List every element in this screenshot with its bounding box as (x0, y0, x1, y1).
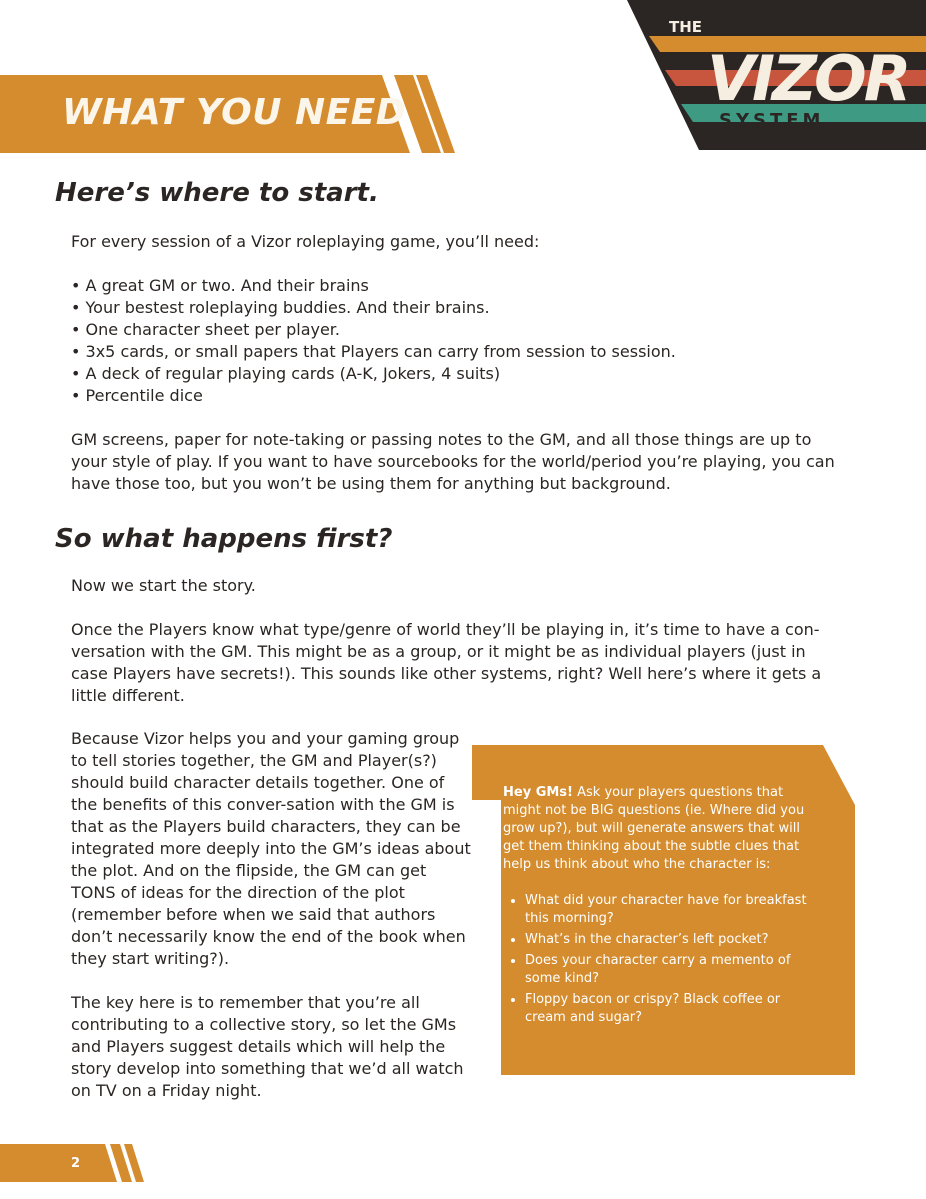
list-item: • Your bestest roleplaying buddies. And their brains. (71, 297, 841, 319)
svg-text:VIZOR: VIZOR (707, 42, 909, 115)
callout-list (503, 892, 823, 1027)
vizor-system-logo (627, 0, 926, 150)
section-first-body (71, 575, 836, 729)
section-first-body-column (71, 728, 471, 1124)
section-start-body (71, 231, 841, 517)
gm-tip-callout (503, 784, 823, 1030)
list-item: • A deck of regular playing cards (A-K, Jokers, 4 suits) (71, 363, 841, 385)
section-heading-start: Here’s where to start. (55, 178, 379, 208)
needs-list (71, 275, 841, 407)
list-item: • Percentile dice (71, 385, 841, 407)
callout-lead: Hey GMs! (503, 785, 573, 800)
list-item: • A great GM or two. And their brains (71, 275, 841, 297)
page-number: 2 (71, 1156, 81, 1171)
paragraph: The key here is to remember that you’re all contributing to a collective story, so let the GMs and Players suggest details which will help the story develop into something that we’d all watch on TV on a Friday night. (71, 993, 464, 1100)
list-item: • One character sheet per player. (71, 319, 841, 341)
callout-text: Ask your players questions that might not be BIG questions (ie. Where did you grow up?), but will generate answers that will get them thinking about the subtle clues that help us think about who the character is: (503, 785, 805, 872)
section-heading-first: So what happens first? (55, 524, 393, 554)
list-item: • 3x5 cards, or small papers that Players can carry from session to session. (71, 341, 841, 363)
list-item: • What did your character have for breakfast this morning? (525, 892, 823, 928)
paragraph: Once the Players know what type/genre of world they’ll be playing in, it’s time to have a con-versation with the GM. This might be as a group, or it might be as individual players (just in case Players have secrets!). This sounds like other systems, right? Well here’s where it gets a little different. (71, 620, 822, 705)
list-item: • Floppy bacon or crispy? Black coffee or cream and sugar? (525, 991, 823, 1027)
intro-paragraph: For every session of a Vizor roleplaying game, you’ll need: (71, 232, 540, 251)
svg-text:THE: THE (669, 18, 703, 36)
list-item: • Does your character carry a memento of some kind? (525, 952, 823, 988)
paragraph: Because Vizor helps you and your gaming group to tell stories together, the GM and Player(s?) should build character details together. One of the benefits of this conver-sation with the GM is that as the Players build characters, they can be integrated more deeply into the GM’s ideas about the plot. And on the flipside, the GM can get TONS of ideas for the direction of the plot (remember before when we said that authors don’t necessarily know the end of the book when they start writing?). (71, 729, 471, 968)
list-item: • What’s in the character’s left pocket? (525, 931, 823, 949)
paragraph: Now we start the story. (71, 576, 256, 595)
page-title: WHAT YOU NEED (62, 92, 407, 133)
svg-text:SYSTEM: SYSTEM (719, 110, 825, 131)
callout-paragraph (503, 784, 823, 874)
closing-paragraph: GM screens, paper for note-taking or passing notes to the GM, and all those things are up to your style of play. If you want to have sourcebooks for the world/period you’re playing, you can have those too, but you won’t be using them for anything but background. (71, 430, 835, 493)
